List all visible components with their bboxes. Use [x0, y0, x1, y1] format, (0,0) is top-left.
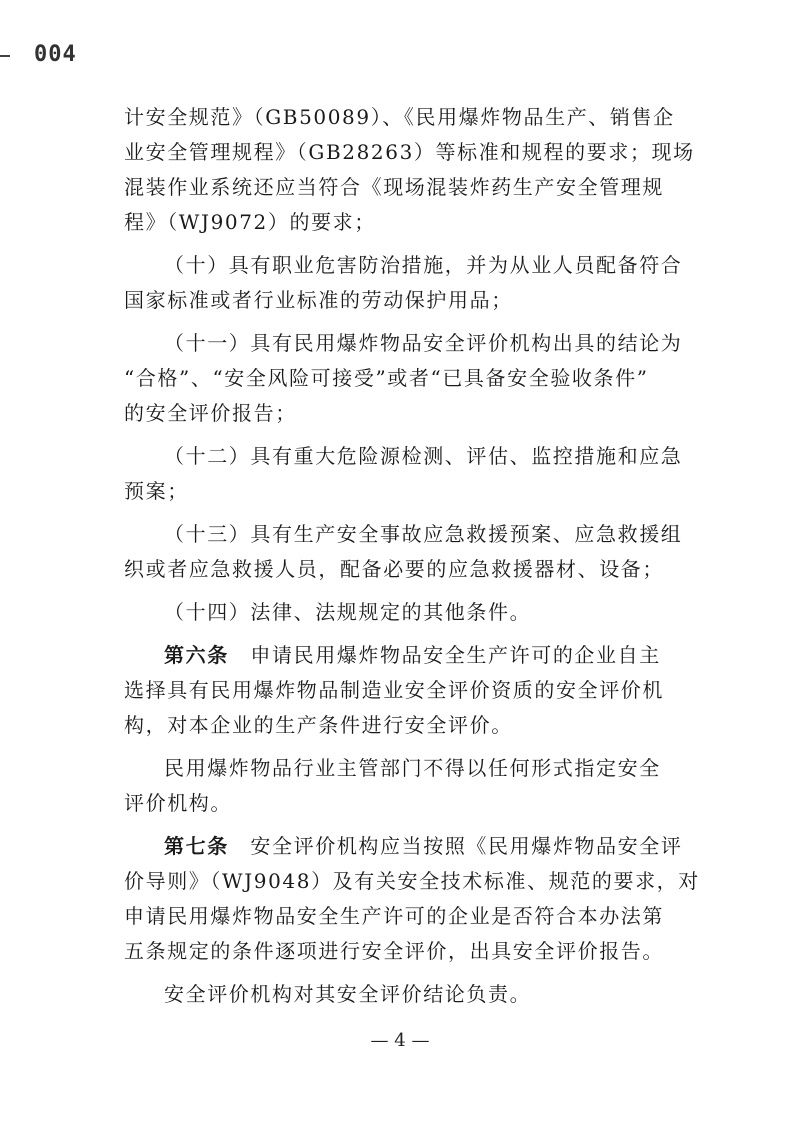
line-text: 业安全管理规程》（GB28263）等标准和规程的要求；现场	[124, 140, 695, 164]
line-text: 构，对本企业的生产条件进行安全评价。	[124, 713, 513, 737]
line-text: 计安全规范》（GB50089）、《民用爆炸物品生产、销售企	[124, 105, 675, 129]
line-text: （十二）具有重大危险源检测、评估、监控措施和应急	[164, 444, 683, 468]
line-text: 国家标准或者行业标准的劳动保护用品；	[124, 288, 513, 312]
line-text: 安全评价机构对其安全评价结论负责。	[164, 982, 532, 1006]
line-text: 混装作业系统还应当符合《现场混装炸药生产安全管理规	[124, 175, 664, 199]
line-text: “合格”、“安全风险可接受”或者“已具备安全验收条件”	[124, 366, 649, 390]
text-line	[124, 708, 676, 743]
text-line	[124, 439, 683, 474]
text-line	[124, 751, 676, 786]
line-text: 安全评价机构应当按照《民用爆炸物品安全评	[250, 834, 683, 858]
text-line	[124, 135, 695, 170]
line-text: 五条规定的条件逐项进行安全评价，出具安全评价报告。	[124, 939, 664, 963]
text-line	[124, 595, 676, 630]
line-text: 预案；	[124, 479, 189, 503]
line-text: 织或者应急救援人员，配备必要的应急救援器材、设备；	[124, 557, 664, 581]
line-text: 程》（WJ9072）的要求；	[124, 210, 376, 234]
article-heading: 第七条	[164, 834, 229, 858]
text-line	[124, 899, 676, 934]
line-text: （十一）具有民用爆炸物品安全评价机构出具的结论为	[164, 331, 683, 355]
line-text: （十四）法律、法规规定的其他条件。	[164, 600, 532, 624]
text-line	[124, 248, 683, 283]
text-line	[124, 638, 676, 673]
line-text: 民用爆炸物品行业主管部门不得以任何形式指定安全	[164, 756, 661, 780]
line-text: 申请民用爆炸物品安全生产许可的企业是否符合本办法第	[124, 904, 664, 928]
line-text: 的安全评价报告；	[124, 401, 297, 425]
line-text: （十三）具有生产安全事故应急救援预案、应急救援组	[164, 522, 683, 546]
text-line	[124, 396, 676, 431]
text-line	[124, 326, 683, 361]
line-text: 价导则》（WJ9048）及有关安全技术标准、规范的要求，对	[124, 869, 700, 893]
line-text: （十）具有职业危害防治措施，并为从业人员配备符合	[164, 253, 683, 277]
text-line	[124, 673, 676, 708]
text-line	[124, 474, 676, 509]
text-line	[124, 829, 683, 864]
text-line	[124, 864, 700, 899]
text-line	[124, 283, 676, 318]
page-number: — 4 —	[370, 1030, 430, 1051]
line-text: 评价机构。	[124, 791, 232, 815]
document-body	[124, 100, 700, 1012]
text-line	[124, 205, 676, 240]
line-text: 申请民用爆炸物品安全生产许可的企业自主	[250, 643, 661, 667]
scan-dash	[0, 55, 10, 57]
text-line	[124, 517, 683, 552]
text-line	[124, 552, 676, 587]
text-line	[124, 170, 676, 205]
text-line	[124, 977, 676, 1012]
text-line	[124, 361, 676, 396]
text-line	[124, 786, 676, 821]
text-line	[124, 100, 676, 135]
article-heading: 第六条	[164, 643, 229, 667]
text-line	[124, 934, 676, 969]
scan-mark: 004	[34, 42, 77, 67]
line-text: 选择具有民用爆炸物品制造业安全评价资质的安全评价机	[124, 678, 664, 702]
